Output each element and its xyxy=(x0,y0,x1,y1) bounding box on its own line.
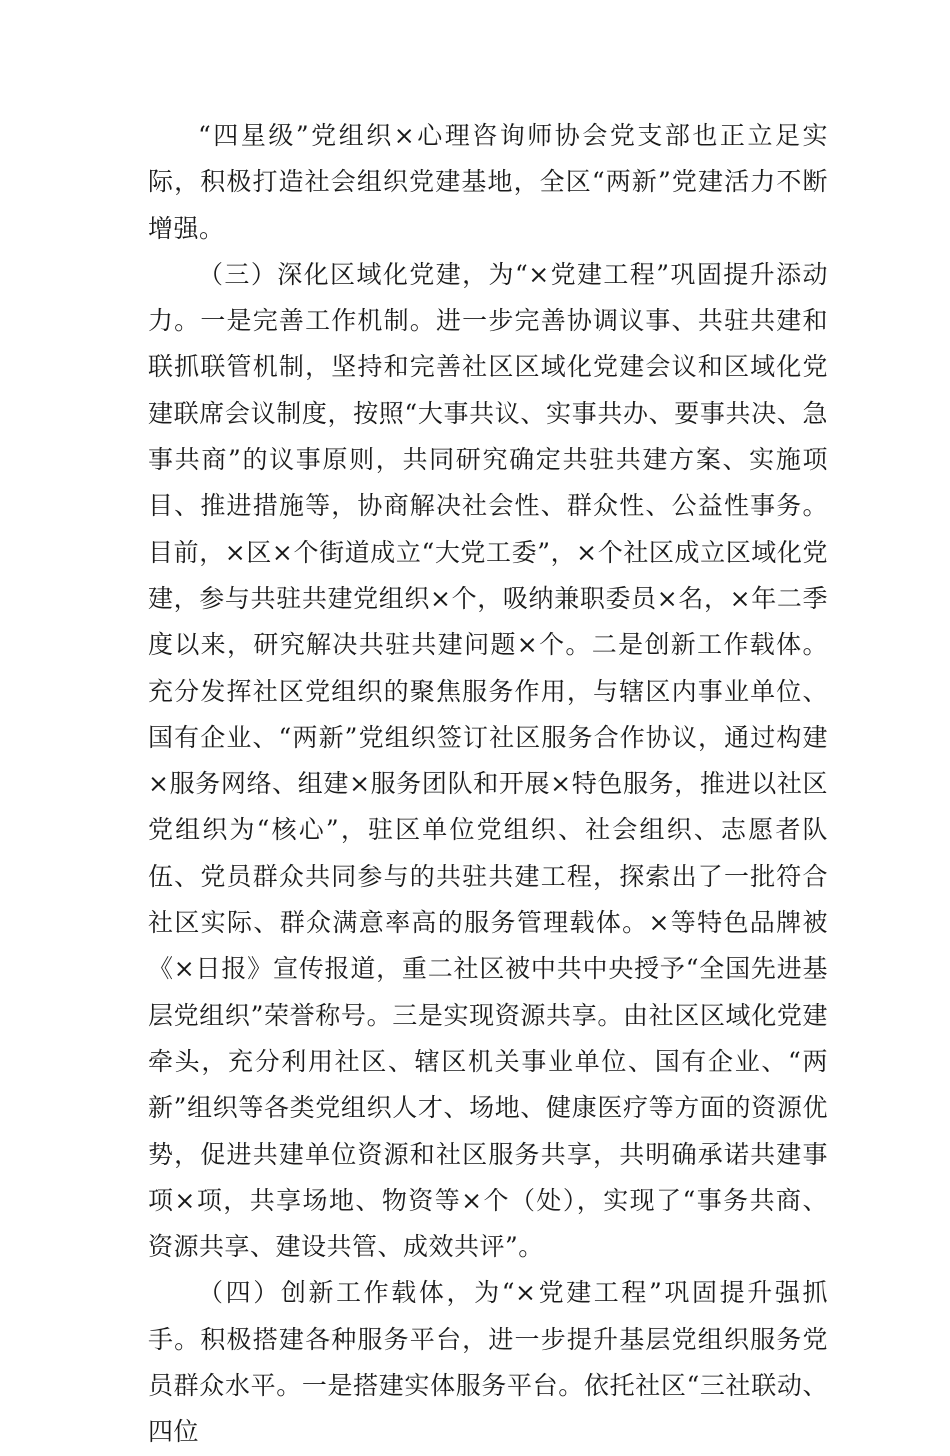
paragraph-innovate-work-carrier: （四）创新工作载体，为“×党建工程”巩固提升强抓手。积极搭建各种服务平台，进一步提升基层党组织服务党员群众水平。一是搭建实体服务平台。依托社区“三社联动、四位 xyxy=(148,1278,828,1447)
paragraph-four-star-org: “四星级”党组织×心理咨询师协会党支部也正立足实际，积极打造社会组织党建基地，全区“两新”党建活力不断增强。 xyxy=(148,121,828,243)
document-body xyxy=(148,113,828,1456)
paragraph-regional-party-building: （三）深化区域化党建，为“×党建工程”巩固提升添动力。一是完善工作机制。进一步完善协调议事、共驻共建和联抓联管机制，坚持和完善社区区域化党建会议和区域化党建联席会议制度，按照“大事共议、实事共办、要事共决、急事共商”的议事原则，共同研究确定共驻共建方案、实施项目、推进措施等，协商解决社会性、群众性、公益性事务。目前，×区×个街道成立“大党工委”，×个社区成立区域化党建，参与共驻共建党组织×个，吸纳兼职委员×名，×年二季度以来，研究解决共驻共建问题×个。二是创新工作载体。充分发挥社区党组织的聚焦服务作用，与辖区内事业单位、国有企业、“两新”党组织签订社区服务合作协议，通过构建×服务网络、组建×服务团队和开展×特色服务，推进以社区党组织为“核心”，驻区单位党组织、社会组织、志愿者队伍、党员群众共同参与的共驻共建工程，探索出了一批符合社区实际、群众满意率高的服务管理载体。×等特色品牌被《×日报》宣传报道，重二社区被中共中央授予“全国先进基层党组织”荣誉称号。三是实现资源共享。由社区区域化党建牵头，充分利用社区、辖区机关事业单位、国有企业、“两新”组织等各类党组织人才、场地、健康医疗等方面的资源优势，促进共建单位资源和社区服务共享，共明确承诺共建事项×项，共享场地、物资等×个（处），实现了“事务共商、资源共享、建设共管、成效共评”。 xyxy=(148,259,828,1262)
